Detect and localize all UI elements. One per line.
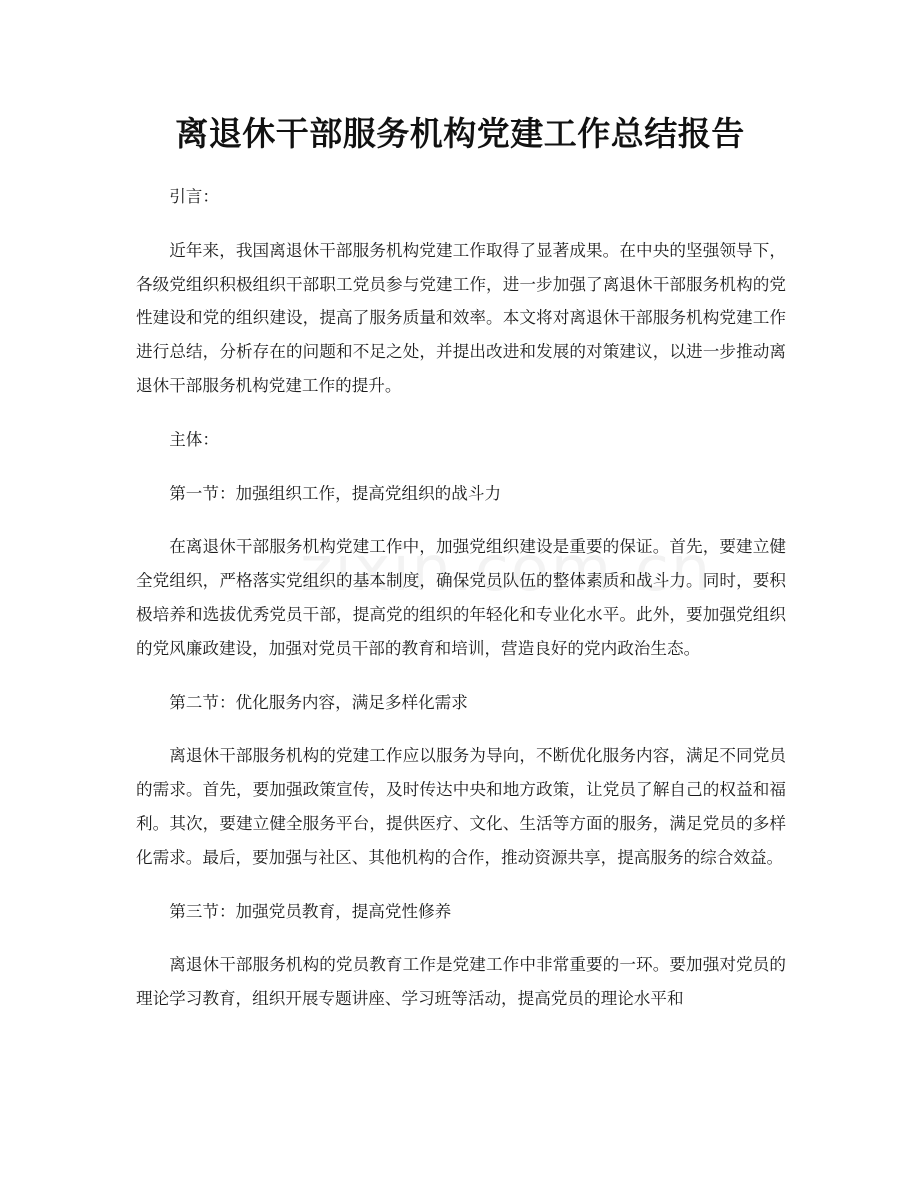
section-2-paragraph: 离退休干部服务机构的党建工作应以服务为导向，不断优化服务内容，满足不同党员的需求。首先，要加强政策宣传，及时传达中央和地方政策，让党员了解自己的权益和福利。其次，要建立健全服务平台，提供医疗、文化、生活等方面的服务，满足党员的多样化需求。最后，要加强与社区、其他机构的合作，推动资源共享，提高服务的综合效益。: [136, 746, 786, 867]
section-1-paragraph: 在离退休干部服务机构党建工作中，加强党组织建设是重要的保证。首先，要建立健全党组织，严格落实党组织的基本制度，确保党员队伍的整体素质和战斗力。同时，要积极培养和选拔优秀党员干部，提高党的组织的年轻化和专业化水平。此外，要加强党组织的党风廉政建设，加强对党员干部的教育和培训，营造良好的党内政治生态。: [136, 537, 786, 658]
intro-label: 引言：: [169, 187, 219, 206]
section-1-heading: 第一节：加强组织工作，提高党组织的战斗力: [169, 483, 502, 503]
intro-paragraph: 近年来，我国离退休干部服务机构党建工作取得了显著成果。在中央的坚强领导下，各级党组织积极组织干部职工党员参与党建工作，进一步加强了离退休干部服务机构的党性建设和党的组织建设，提高了服务质量和效率。本文将对离退休干部服务机构党建工作进行总结，分析存在的问题和不足之处，并提出改进和发展的对策建议，以进一步推动离退休干部服务机构党建工作的提升。: [136, 240, 786, 395]
section-3-paragraph: 离退休干部服务机构的党员教育工作是党建工作中非常重要的一环。要加强对党员的理论学习教育，组织开展专题讲座、学习班等活动，提高党员的理论水平和: [136, 955, 786, 1009]
section-2-heading: 第二节：优化服务内容，满足多样化需求: [169, 692, 468, 712]
document-title: 离退休干部服务机构党建工作总结报告: [175, 114, 745, 153]
document-body: [136, 180, 786, 1016]
section-3-heading: 第三节：加强党员教育，提高党性修养: [169, 901, 452, 921]
main-label: 主体：: [169, 429, 219, 449]
